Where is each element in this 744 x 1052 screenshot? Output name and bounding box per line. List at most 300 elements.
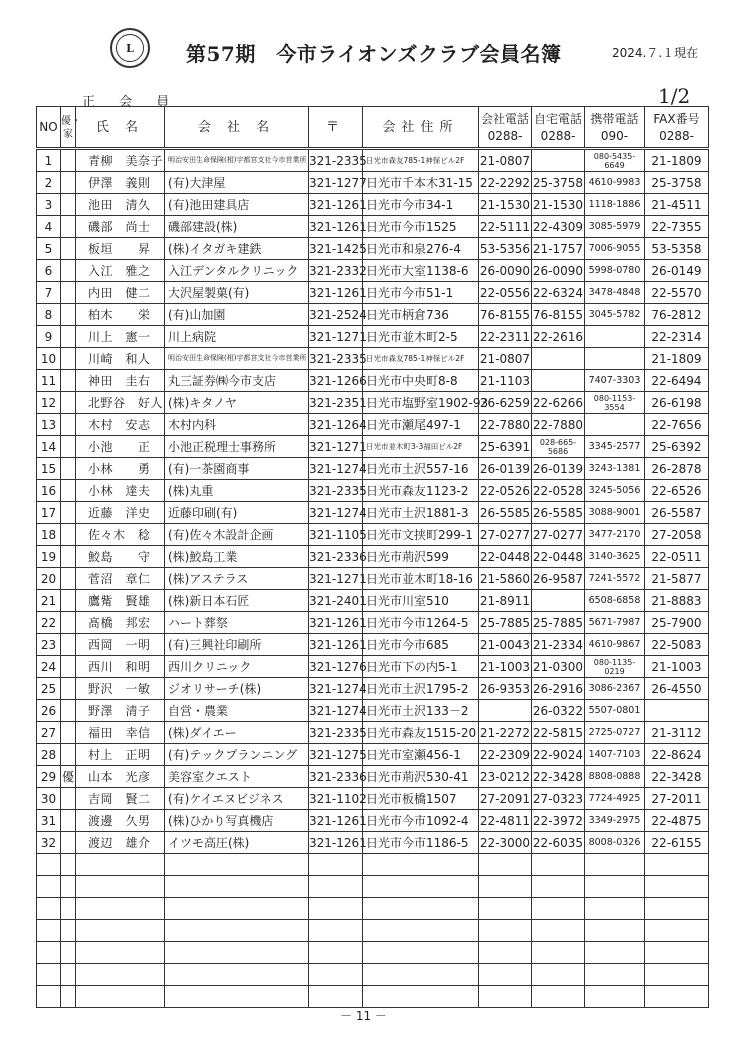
- member-flag: [61, 260, 76, 282]
- member-company: 川上病院: [165, 326, 309, 348]
- member-office-phone: 21-0807: [479, 149, 532, 172]
- empty-cell: [61, 876, 76, 898]
- member-zip: 321-1274: [309, 502, 363, 524]
- member-name: 鷹觜 賢雄: [76, 590, 165, 612]
- member-mobile: 1407-7103: [585, 744, 645, 766]
- member-zip: 321-1274: [309, 700, 363, 722]
- member-flag: [61, 810, 76, 832]
- member-address: 日光市荊沢530-41: [363, 766, 479, 788]
- member-mobile: 3478-4848: [585, 282, 645, 304]
- member-zip: 321-1102: [309, 788, 363, 810]
- member-home-phone: 25-7885: [532, 612, 585, 634]
- member-fax: 26-6198: [645, 392, 709, 414]
- member-no: 4: [37, 216, 61, 238]
- member-name: 西岡 一明: [76, 634, 165, 656]
- member-address: 日光市土沢133－2: [363, 700, 479, 722]
- member-flag: [61, 436, 76, 458]
- member-company: 近藤印刷(有): [165, 502, 309, 524]
- member-zip: 321-1264: [309, 414, 363, 436]
- member-mobile: [585, 414, 645, 436]
- member-company: (株)イタガキ建鉄: [165, 238, 309, 260]
- member-home-phone: [532, 348, 585, 370]
- member-no: 28: [37, 744, 61, 766]
- member-flag: [61, 524, 76, 546]
- table-header-row: [37, 107, 709, 149]
- empty-row: [37, 920, 709, 942]
- section-label-regular-members: 正 会 員: [82, 95, 180, 110]
- member-home-phone: 21-1757: [532, 238, 585, 260]
- empty-cell: [309, 920, 363, 942]
- empty-cell: [165, 876, 309, 898]
- empty-cell: [479, 920, 532, 942]
- empty-cell: [363, 942, 479, 964]
- member-flag: [61, 832, 76, 854]
- member-office-phone: 26-9353: [479, 678, 532, 700]
- table-row: [37, 458, 709, 480]
- member-name: 小林 達夫: [76, 480, 165, 502]
- member-home-phone: 22-7880: [532, 414, 585, 436]
- member-address: 日光市並木町18-16: [363, 568, 479, 590]
- member-fax: 26-4550: [645, 678, 709, 700]
- member-name: 内田 健二: [76, 282, 165, 304]
- member-zip: 321-1271: [309, 568, 363, 590]
- member-no: 16: [37, 480, 61, 502]
- member-mobile: 3088-9001: [585, 502, 645, 524]
- member-address: 日光市柄倉736: [363, 304, 479, 326]
- table-row: [37, 524, 709, 546]
- table-row: [37, 370, 709, 392]
- empty-cell: [532, 876, 585, 898]
- empty-cell: [76, 876, 165, 898]
- member-fax: 26-5587: [645, 502, 709, 524]
- member-flag: [61, 634, 76, 656]
- member-address: 日光市瀬尾497-1: [363, 414, 479, 436]
- member-mobile: 1118-1886: [585, 194, 645, 216]
- member-office-phone: 26-0090: [479, 260, 532, 282]
- member-flag: [61, 172, 76, 194]
- table-row: [37, 282, 709, 304]
- empty-cell: [37, 942, 61, 964]
- member-fax: 22-7355: [645, 216, 709, 238]
- member-company: (有)山加園: [165, 304, 309, 326]
- member-home-phone: 26-0139: [532, 458, 585, 480]
- member-flag: [61, 678, 76, 700]
- member-home-phone: 21-2334: [532, 634, 585, 656]
- member-office-phone: 26-0139: [479, 458, 532, 480]
- member-mobile: 3085-5979: [585, 216, 645, 238]
- member-fax: 27-2011: [645, 788, 709, 810]
- member-home-phone: 21-0300: [532, 656, 585, 678]
- empty-cell: [61, 920, 76, 942]
- empty-cell: [363, 986, 479, 1008]
- member-mobile: 2725-0727: [585, 722, 645, 744]
- empty-cell: [37, 964, 61, 986]
- page-title: 第57期 今市ライオンズクラブ会員名簿: [186, 42, 562, 66]
- as-of-date: 2024.７.１現在: [612, 46, 699, 60]
- member-name: 西川 和明: [76, 656, 165, 678]
- member-no: 5: [37, 238, 61, 260]
- member-office-phone: 22-5111: [479, 216, 532, 238]
- member-fax: 21-8883: [645, 590, 709, 612]
- member-no: 24: [37, 656, 61, 678]
- empty-cell: [61, 898, 76, 920]
- table-row: [37, 634, 709, 656]
- empty-cell: [309, 964, 363, 986]
- member-zip: 321-2336: [309, 546, 363, 568]
- table-row: [37, 304, 709, 326]
- member-zip: 321-1271: [309, 326, 363, 348]
- member-office-phone: 22-0556: [479, 282, 532, 304]
- member-mobile: 4610-9983: [585, 172, 645, 194]
- member-name: 伊澤 義則: [76, 172, 165, 194]
- member-home-phone: 22-6035: [532, 832, 585, 854]
- table-row: [37, 348, 709, 370]
- member-fax: 21-5877: [645, 568, 709, 590]
- member-office-phone: 22-3000: [479, 832, 532, 854]
- empty-cell: [585, 986, 645, 1008]
- empty-cell: [645, 876, 709, 898]
- member-flag: [61, 238, 76, 260]
- member-company: 丸三証券㈱今市支店: [165, 370, 309, 392]
- empty-cell: [363, 898, 479, 920]
- member-flag: [61, 480, 76, 502]
- empty-cell: [585, 898, 645, 920]
- member-no: 20: [37, 568, 61, 590]
- member-address: 日光市今市51-1: [363, 282, 479, 304]
- member-company: 入江デンタルクリニック: [165, 260, 309, 282]
- member-flag: [61, 656, 76, 678]
- empty-cell: [309, 854, 363, 876]
- empty-cell: [585, 920, 645, 942]
- empty-cell: [479, 876, 532, 898]
- member-no: 21: [37, 590, 61, 612]
- table-row: [37, 260, 709, 282]
- member-flag: [61, 194, 76, 216]
- member-office-phone: 22-7880: [479, 414, 532, 436]
- member-name: 川崎 和人: [76, 348, 165, 370]
- member-zip: 321-2335: [309, 480, 363, 502]
- table-row: [37, 436, 709, 458]
- member-mobile: 5998-0780: [585, 260, 645, 282]
- member-home-phone: 26-0090: [532, 260, 585, 282]
- member-company: 磯部建設(株): [165, 216, 309, 238]
- member-mobile: 7006-9055: [585, 238, 645, 260]
- member-company: 西川クリニック: [165, 656, 309, 678]
- member-mobile: 6508-6858: [585, 590, 645, 612]
- member-mobile: 3086-2367: [585, 678, 645, 700]
- member-home-phone: 22-6324: [532, 282, 585, 304]
- table-row: [37, 744, 709, 766]
- member-home-phone: 26-2916: [532, 678, 585, 700]
- member-zip: 321-1276: [309, 656, 363, 678]
- member-company: (株)鮫島工業: [165, 546, 309, 568]
- member-home-phone: 26-9587: [532, 568, 585, 590]
- member-address: 日光市土沢1881-3: [363, 502, 479, 524]
- member-fax: 22-2314: [645, 326, 709, 348]
- member-name: 村上 正明: [76, 744, 165, 766]
- member-office-phone: 21-5860: [479, 568, 532, 590]
- member-name: 佐々木 稔: [76, 524, 165, 546]
- empty-cell: [165, 920, 309, 942]
- member-no: 9: [37, 326, 61, 348]
- member-zip: 321-1261: [309, 282, 363, 304]
- member-office-phone: 21-0043: [479, 634, 532, 656]
- member-no: 17: [37, 502, 61, 524]
- empty-row: [37, 986, 709, 1008]
- member-home-phone: 22-0448: [532, 546, 585, 568]
- member-mobile: 4610-9867: [585, 634, 645, 656]
- member-no: 31: [37, 810, 61, 832]
- member-fax: 22-5570: [645, 282, 709, 304]
- member-fax: 22-7656: [645, 414, 709, 436]
- empty-cell: [76, 854, 165, 876]
- table-row: [37, 326, 709, 348]
- member-fax: 22-0511: [645, 546, 709, 568]
- member-no: 13: [37, 414, 61, 436]
- lions-emblem-icon: L: [116, 34, 144, 62]
- member-address: 日光市今市1264-5: [363, 612, 479, 634]
- empty-cell: [479, 986, 532, 1008]
- member-flag: [61, 392, 76, 414]
- member-home-phone: 22-6266: [532, 392, 585, 414]
- member-fax: 21-3112: [645, 722, 709, 744]
- member-name: 池田 清久: [76, 194, 165, 216]
- member-address: 日光市今市685: [363, 634, 479, 656]
- empty-cell: [37, 920, 61, 942]
- member-office-phone: 22-0448: [479, 546, 532, 568]
- member-company: (有)テックプランニング: [165, 744, 309, 766]
- member-fax: 21-1809: [645, 348, 709, 370]
- member-mobile: 7241-5572: [585, 568, 645, 590]
- member-home-phone: [532, 370, 585, 392]
- empty-cell: [165, 898, 309, 920]
- member-fax: 21-4511: [645, 194, 709, 216]
- member-office-phone: 22-2309: [479, 744, 532, 766]
- member-name: 吉岡 賢二: [76, 788, 165, 810]
- member-name: 神田 圭右: [76, 370, 165, 392]
- member-fax: 26-2878: [645, 458, 709, 480]
- member-mobile: 3245-5056: [585, 480, 645, 502]
- member-name: 小林 勇: [76, 458, 165, 480]
- member-company: (有)佐々木設計企画: [165, 524, 309, 546]
- member-flag: [61, 282, 76, 304]
- member-flag: [61, 590, 76, 612]
- empty-cell: [363, 920, 479, 942]
- member-zip: 321-1261: [309, 810, 363, 832]
- member-mobile: 3349-2975: [585, 810, 645, 832]
- member-flag: [61, 568, 76, 590]
- empty-cell: [76, 920, 165, 942]
- empty-cell: [76, 942, 165, 964]
- member-no: 25: [37, 678, 61, 700]
- member-zip: 321-1261: [309, 194, 363, 216]
- member-home-phone: 27-0323: [532, 788, 585, 810]
- member-company: (株)アステラス: [165, 568, 309, 590]
- member-name: 青柳 美奈子: [76, 149, 165, 172]
- empty-row: [37, 876, 709, 898]
- member-fax: 22-3428: [645, 766, 709, 788]
- member-company: イツモ高圧(株): [165, 832, 309, 854]
- member-home-phone: 26-0322: [532, 700, 585, 722]
- header-zip: 〒: [309, 107, 363, 149]
- table-row: [37, 502, 709, 524]
- member-company: (有)ケイエヌビジネス: [165, 788, 309, 810]
- member-mobile: 8808-0888: [585, 766, 645, 788]
- member-zip: 321-2351: [309, 392, 363, 414]
- empty-cell: [532, 854, 585, 876]
- empty-cell: [37, 854, 61, 876]
- member-address: 日光市板橋1507: [363, 788, 479, 810]
- member-company: 木村内科: [165, 414, 309, 436]
- member-company: 明治安田生命保険(相)宇都宮支社今市営業所: [165, 348, 309, 370]
- member-no: 19: [37, 546, 61, 568]
- member-address: 日光市中央町8-8: [363, 370, 479, 392]
- member-no: 27: [37, 722, 61, 744]
- member-zip: 321-2335: [309, 149, 363, 172]
- page-number: － 11 －: [340, 1009, 387, 1023]
- member-mobile: [585, 348, 645, 370]
- member-no: 10: [37, 348, 61, 370]
- member-name: 入江 雅之: [76, 260, 165, 282]
- table-row: [37, 678, 709, 700]
- empty-cell: [585, 942, 645, 964]
- member-name: 川上 憲一: [76, 326, 165, 348]
- member-zip: 321-1261: [309, 216, 363, 238]
- empty-cell: [585, 876, 645, 898]
- member-mobile: 080-1135-0219: [585, 656, 645, 678]
- member-home-phone: [532, 149, 585, 172]
- empty-cell: [645, 964, 709, 986]
- member-address: 日光市荊沢599: [363, 546, 479, 568]
- member-office-phone: 22-4811: [479, 810, 532, 832]
- member-office-phone: 25-7885: [479, 612, 532, 634]
- member-fax: 22-6155: [645, 832, 709, 854]
- empty-cell: [76, 986, 165, 1008]
- member-address: 日光市土沢557-16: [363, 458, 479, 480]
- member-flag: [61, 304, 76, 326]
- empty-row: [37, 898, 709, 920]
- member-home-phone: 26-5585: [532, 502, 585, 524]
- table-row: [37, 832, 709, 854]
- member-zip: 321-1274: [309, 678, 363, 700]
- member-zip: 321-1274: [309, 458, 363, 480]
- table-row: [37, 700, 709, 722]
- member-no: 12: [37, 392, 61, 414]
- member-address: 日光市今市1186-5: [363, 832, 479, 854]
- empty-row: [37, 854, 709, 876]
- empty-cell: [532, 964, 585, 986]
- member-flag: [61, 722, 76, 744]
- member-home-phone: 028-665-5686: [532, 436, 585, 458]
- empty-cell: [309, 876, 363, 898]
- empty-cell: [585, 964, 645, 986]
- member-office-phone: 22-2311: [479, 326, 532, 348]
- empty-cell: [479, 898, 532, 920]
- member-office-phone: 25-6391: [479, 436, 532, 458]
- member-name: 小池 正: [76, 436, 165, 458]
- empty-row: [37, 964, 709, 986]
- member-address: 日光市千本木31-15: [363, 172, 479, 194]
- member-mobile: 3243-1381: [585, 458, 645, 480]
- empty-cell: [645, 986, 709, 1008]
- empty-cell: [309, 898, 363, 920]
- member-no: 1: [37, 149, 61, 172]
- member-flag: [61, 216, 76, 238]
- lions-club-logo: [110, 28, 150, 68]
- member-fax: [645, 700, 709, 722]
- member-home-phone: 22-3972: [532, 810, 585, 832]
- empty-cell: [363, 964, 479, 986]
- member-mobile: 7724-4925: [585, 788, 645, 810]
- member-flag: 優: [61, 766, 76, 788]
- member-fax: 76-2812: [645, 304, 709, 326]
- empty-cell: [532, 898, 585, 920]
- member-fax: 25-7900: [645, 612, 709, 634]
- member-name: 近藤 洋史: [76, 502, 165, 524]
- member-mobile: [585, 326, 645, 348]
- member-zip: 321-2401: [309, 590, 363, 612]
- roster-body: [37, 149, 709, 1008]
- member-name: 福田 幸信: [76, 722, 165, 744]
- member-flag: [61, 700, 76, 722]
- empty-cell: [645, 942, 709, 964]
- empty-cell: [309, 986, 363, 1008]
- table-row: [37, 612, 709, 634]
- empty-cell: [165, 986, 309, 1008]
- table-row: [37, 194, 709, 216]
- member-flag: [61, 348, 76, 370]
- member-mobile: 3345-2577: [585, 436, 645, 458]
- empty-cell: [532, 920, 585, 942]
- member-zip: 321-1261: [309, 634, 363, 656]
- member-fax: 25-6392: [645, 436, 709, 458]
- member-zip: 321-1275: [309, 744, 363, 766]
- empty-cell: [37, 876, 61, 898]
- member-name: 鮫島 守: [76, 546, 165, 568]
- member-no: 26: [37, 700, 61, 722]
- member-fax: 26-0149: [645, 260, 709, 282]
- member-flag: [61, 502, 76, 524]
- empty-cell: [532, 986, 585, 1008]
- member-zip: 321-1266: [309, 370, 363, 392]
- header-no: NO: [37, 107, 61, 149]
- member-zip: 321-2332: [309, 260, 363, 282]
- empty-cell: [479, 964, 532, 986]
- member-no: 32: [37, 832, 61, 854]
- table-row: [37, 590, 709, 612]
- member-office-phone: 53-5356: [479, 238, 532, 260]
- member-flag: [61, 149, 76, 172]
- member-no: 15: [37, 458, 61, 480]
- member-flag: [61, 370, 76, 392]
- member-company: (有)大津屋: [165, 172, 309, 194]
- header-office-phone: 会社電話 0288-: [479, 107, 532, 149]
- empty-cell: [645, 854, 709, 876]
- header-company: 会 社 名: [165, 107, 309, 149]
- member-name: 野沢 一敏: [76, 678, 165, 700]
- member-address: 日光市室瀬456-1: [363, 744, 479, 766]
- member-office-phone: 27-0277: [479, 524, 532, 546]
- member-address: 日光市今市1525: [363, 216, 479, 238]
- member-address: 日光市森友785-1神保ビル2F: [363, 348, 479, 370]
- member-no: 3: [37, 194, 61, 216]
- member-office-phone: 26-6259: [479, 392, 532, 414]
- member-address: 日光市大室1138-6: [363, 260, 479, 282]
- member-office-phone: 76-8155: [479, 304, 532, 326]
- member-office-phone: 22-0526: [479, 480, 532, 502]
- member-office-phone: [479, 700, 532, 722]
- table-row: [37, 480, 709, 502]
